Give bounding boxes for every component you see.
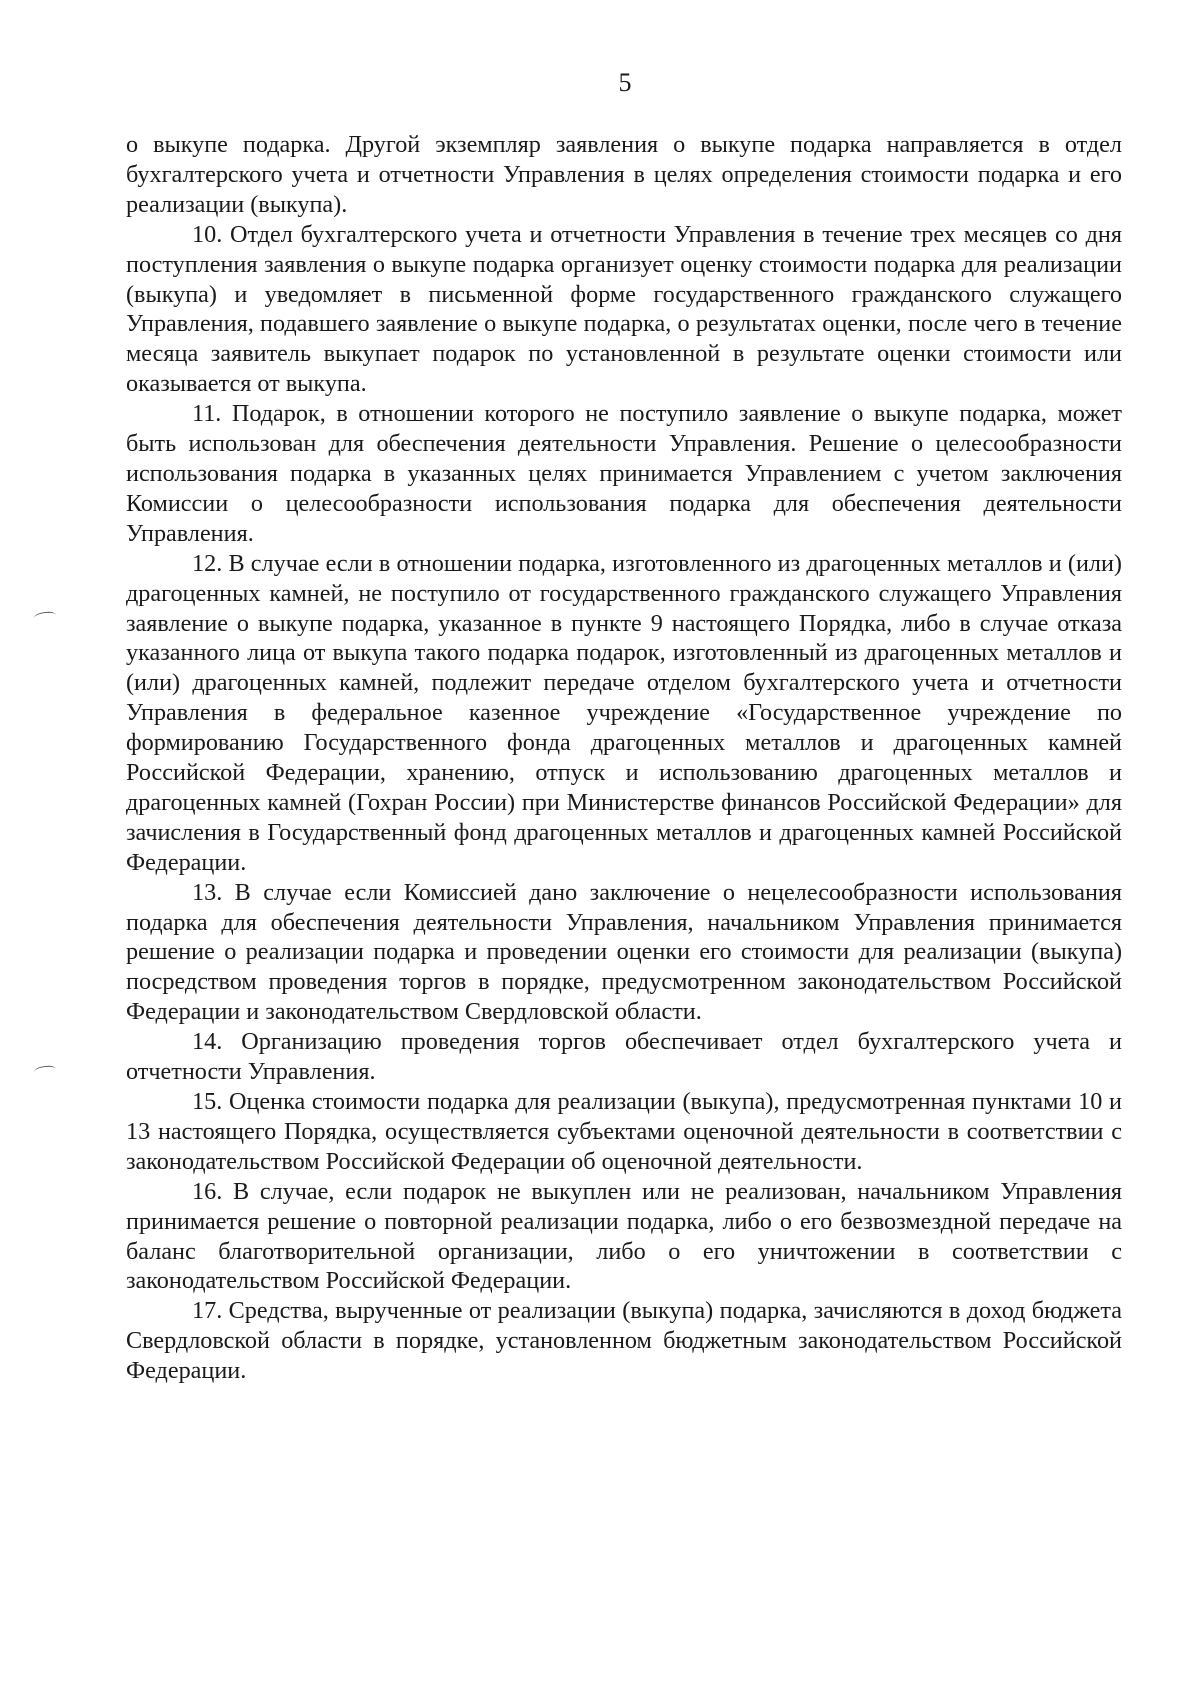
page-number: 5 [618,68,632,97]
binding-hole-mark [33,1065,56,1077]
paragraph-16: 16. В случае, если подарок не выкуплен или не реализован, начальником Управления принимается решение о повторной реализации подарка, либо о его безвозмездной передаче на баланс благотворительной организации, либо о его уничтожении в соответствии с законодательством Российской Федерации. [126,1177,1122,1295]
paragraph-continuation: о выкупе подарка. Другой экземпляр заявления о выкупе подарка направляется в отдел бухгалтерского учета и отчетности Управления в целях определения стоимости подарка и его реализации (выкупа). [126,131,1122,218]
paragraph-15: 15. Оценка стоимости подарка для реализации (выкупа), предусмотренная пунктами 10 и 13 настоящего Порядка, осуществляется субъектами оценочной деятельности в соответствии с законодательством Российской Федерации об оценочной деятельности. [126,1088,1122,1175]
document-body [126,130,1122,1386]
paragraph-13: 13. В случае если Комиссией дано заключение о нецелесообразности использования подарка для обеспечения деятельности Управления, начальником Управления принимается решение о реализации подарка и проведении оценки его стоимости для реализации (выкупа) посредством проведения торгов в порядке, предусмотренном законодательством Российской Федерации и законодательством Свердловской области. [126,878,1122,1026]
paragraph-12: 12. В случае если в отношении подарка, изготовленного из драгоценных металлов и (или) драгоценных камней, не поступило от государственного гражданского служащего Управления заявление о выкупе подарка, указанное в пункте 9 настоящего Порядка, либо в случае отказа указанного лица от выкупа такого подарка подарок, изготовленный из драгоценных металлов и (или) драгоценных камней, подлежит передаче отделом бухгалтерского учета и отчетности Управления в федеральное казенное учреждение «Государственное учреждение по формированию Государственного фонда драгоценных металлов и драгоценных камней Российской Федерации, хранению, отпуск и использованию драгоценных металлов и драгоценных камней (Гохран России) при Министерстве финансов Российской Федерации» для зачисления в Государственный фонд драгоценных металлов и драгоценных камней Российской Федерации. [126,549,1122,876]
paragraph-11: 11. Подарок, в отношении которого не поступило заявление о выкупе подарка, может быть использован для обеспечения деятельности Управления. Решение о целесообразности использования подарка в указанных целях принимается Управлением с учетом заключения Комиссии о целесообразности использования подарка для обеспечения деятельности Управления. [126,400,1122,547]
paragraph-17: 17. Средства, вырученные от реализации (выкупа) подарка, зачисляются в доход бюджета Свердловской области в порядке, установленном бюджетным законодательством Российской Федерации. [126,1297,1122,1385]
paragraph-14: 14. Организацию проведения торгов обеспечивает отдел бухгалтерского учета и отчетности Управления. [126,1028,1122,1086]
paragraph-10: 10. Отдел бухгалтерского учета и отчетности Управления в течение трех месяцев со дня поступления заявления о выкупе подарка организует оценку стоимости подарка для реализации (выкупа) и уведомляет в письменной форме государственного гражданского служащего Управления, подавшего заявление о выкупе подарка, о результатах оценки, после чего в течение месяца заявитель выкупает подарок по установленной в результате оценки стоимости или оказывается от выкупа. [126,220,1122,398]
binding-hole-mark [33,611,56,623]
